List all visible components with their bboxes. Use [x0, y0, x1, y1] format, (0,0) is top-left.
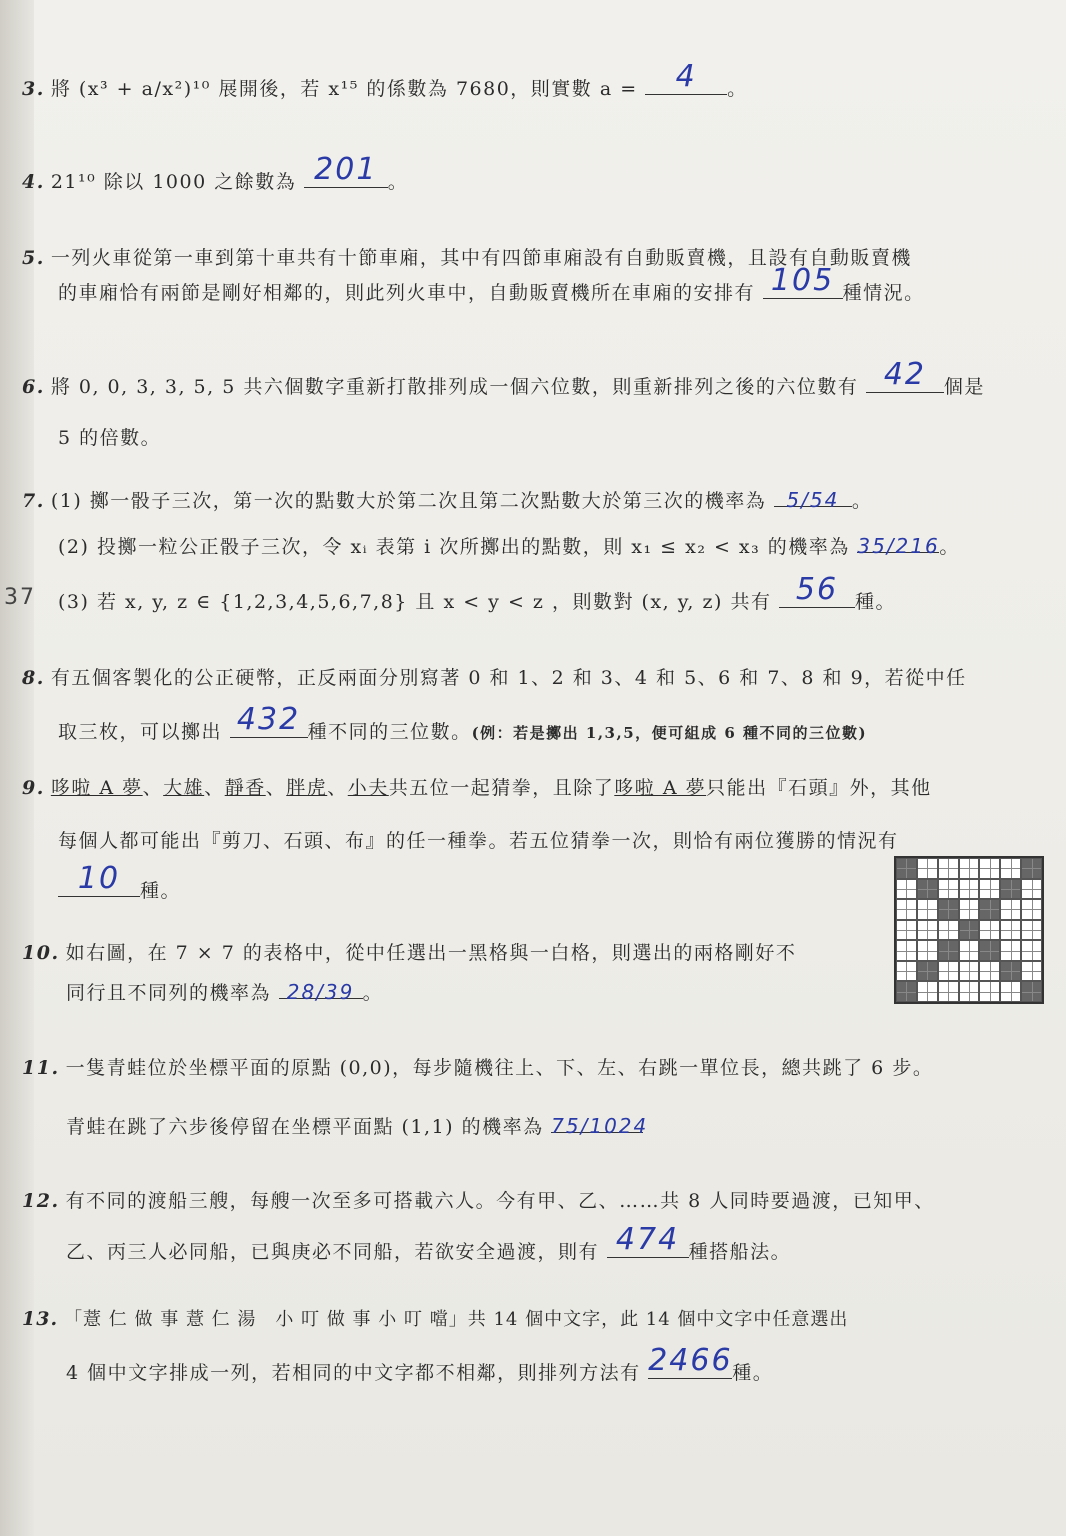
- question-13-line-2: 4 個中文字排成一列，若相同的中文字都不相鄰，則排列方法有 2466 種。: [66, 1343, 774, 1384]
- grid-cell-white: [979, 981, 1000, 1002]
- answer-blank: [607, 1222, 689, 1258]
- grid-cell-black: [917, 961, 938, 982]
- grid-cell-white: [979, 858, 1000, 879]
- grid-cell-black: [917, 879, 938, 900]
- answer-blank: [857, 530, 940, 558]
- grid-cell-white: [917, 858, 938, 879]
- handwritten-answer: 474: [615, 1222, 680, 1257]
- grid-cell-white: [959, 899, 980, 920]
- question-7-part-3: (3) 若 x, y, z ∈ {1,2,3,4,5,6,7,8} 且 x < y < z ，則數對 (x, y, z) 共有 56 種。: [58, 572, 897, 613]
- grid-cell-white: [896, 940, 917, 961]
- answer-blank: [866, 357, 944, 393]
- question-12-line-2: 乙、丙三人必同船，已與庚必不同船，若欲安全過渡，則有 474 種搭船法。: [66, 1222, 792, 1263]
- handwritten-answer: 56: [795, 572, 839, 607]
- grid-cell-white: [959, 940, 980, 961]
- grid-cell-white: [1021, 920, 1042, 941]
- grid-cell-white: [1000, 981, 1021, 1002]
- margin-handwritten-note: 37: [4, 585, 36, 610]
- answer-blank: [774, 484, 852, 512]
- grid-cell-white: [938, 961, 959, 982]
- question-11-line-2: 青蛙在跳了六步後停留在坐標平面點 (1,1) 的機率為 75/1024: [66, 1110, 643, 1140]
- answer-blank: [551, 1110, 649, 1138]
- question-3: 3. 將 (x³ + a/x²)¹⁰ 展開後，若 x¹⁵ 的係數為 7680，則實數 a = 4 。: [22, 59, 748, 100]
- handwritten-answer: 10: [77, 861, 121, 896]
- grid-cell-white: [1021, 961, 1042, 982]
- answer-blank: [763, 263, 843, 299]
- grid-cell-white: [1000, 899, 1021, 920]
- question-11: 11. 一隻青蛙位於坐標平面的原點 (0,0)，每步隨機往上、下、左、右跳一單位長，總共跳了 6 步。: [22, 1057, 934, 1079]
- answer-blank: [304, 152, 388, 188]
- question-9: 9. 哆啦 A 夢、大雄、靜香、胖虎、小夫共五位一起猜拳，且除了哆啦 A 夢只能出『石頭』外，其他: [22, 777, 932, 799]
- handwritten-answer: 75/1024: [551, 1114, 649, 1138]
- grid-cell-white: [1021, 899, 1042, 920]
- grid-cell-white: [1000, 920, 1021, 941]
- handwritten-answer: 5/54: [786, 488, 840, 512]
- grid-cell-white: [938, 879, 959, 900]
- grid-cell-white: [938, 858, 959, 879]
- question-10-line-2: 同行且不同列的機率為 28/39 。: [66, 976, 383, 1006]
- grid-cell-white: [1021, 879, 1042, 900]
- handwritten-answer: 42: [883, 357, 926, 392]
- grid-cell-white: [896, 961, 917, 982]
- question-4: 4. 21¹⁰ 除以 1000 之餘數為 201 。: [22, 152, 409, 193]
- grid-cell-white: [979, 879, 1000, 900]
- question-5-line-2: 的車廂恰有兩節是剛好相鄰的，則此列火車中，自動販賣機所在車廂的安排有 105 種情況。: [58, 263, 925, 304]
- answer-blank: [230, 702, 308, 738]
- grid-cell-white: [979, 961, 1000, 982]
- grid-cell-white: [1021, 940, 1042, 961]
- question-7-part-1: 7. (1) 擲一骰子三次，第一次的點數大於第二次且第二次點數大於第三次的機率為 5/54 。: [22, 484, 872, 514]
- question-8: 8. 有五個客製化的公正硬幣，正反兩面分別寫著 0 和 1、2 和 3、4 和 5、6 和 7、8 和 9，若從中任: [22, 667, 967, 689]
- question-5: 5. 一列火車從第一車到第十車共有十節車廂，其中有四節車廂設有自動販賣機，且設有自動販賣機: [22, 247, 912, 269]
- grid-cell-white: [917, 920, 938, 941]
- handwritten-answer: 4: [675, 59, 697, 94]
- seven-by-seven-grid-figure: [894, 856, 1044, 1004]
- grid-cell-white: [938, 981, 959, 1002]
- grid-cell-black: [896, 858, 917, 879]
- grid-cell-white: [1000, 858, 1021, 879]
- grid-cell-black: [1000, 961, 1021, 982]
- grid-cell-black: [896, 981, 917, 1002]
- question-12: 12. 有不同的渡船三艘，每艘一次至多可搭載六人。今有甲、乙、……共 8 人同時要過渡，已知甲、: [22, 1190, 935, 1212]
- grid-cell-black: [959, 920, 980, 941]
- grid-cell-white: [959, 961, 980, 982]
- grid-cell-white: [896, 899, 917, 920]
- answer-blank: [779, 572, 855, 608]
- grid-cell-black: [938, 940, 959, 961]
- grid-cell-black: [938, 899, 959, 920]
- grid-cell-white: [959, 858, 980, 879]
- grid-cell-white: [917, 899, 938, 920]
- question-10: 10. 如右圖，在 7 × 7 的表格中，從中任選出一黑格與一白格，則選出的兩格剛好不: [22, 942, 797, 964]
- grid-cell-white: [959, 879, 980, 900]
- question-8-line-2: 取三枚，可以擲出 432 種不同的三位數。(例：若是擲出 1,3,5，便可組成 6 種不同的三位數): [58, 702, 868, 743]
- grid-cell-black: [979, 899, 1000, 920]
- handwritten-answer: 28/39: [286, 980, 355, 1004]
- grid-cell-black: [1021, 981, 1042, 1002]
- grid-cell-white: [917, 940, 938, 961]
- answer-blank: [645, 59, 727, 95]
- grid-cell-white: [917, 981, 938, 1002]
- grid-cell-black: [979, 940, 1000, 961]
- question-9-line-3: 10 種。: [58, 874, 181, 904]
- grid-cell-black: [1000, 879, 1021, 900]
- question-6-line-2: 5 的倍數。: [58, 427, 162, 449]
- question-6: 6. 將 0, 0, 3, 3, 5, 5 共六個數字重新打散排列成一個六位數，則重新排列之後的六位數有 42 個是: [22, 357, 985, 398]
- answer-blank: [648, 1343, 733, 1379]
- grid-cell-white: [979, 920, 1000, 941]
- grid-cell-white: [1000, 940, 1021, 961]
- grid-cell-white: [938, 920, 959, 941]
- question-7-part-2: (2) 投擲一粒公正骰子三次，令 xᵢ 表第 i 次所擲出的點數，則 x₁ ≤ x₂ < x₃ 的機率為 35/216 。: [58, 530, 960, 560]
- handwritten-answer: 2466: [648, 1343, 733, 1378]
- handwritten-answer: 35/216: [857, 534, 940, 558]
- grid-cell-white: [959, 981, 980, 1002]
- grid-cell-black: [1021, 858, 1042, 879]
- grid-cell-white: [896, 879, 917, 900]
- question-13: 13. 「薏 仁 做 事 薏 仁 湯 小 叮 做 事 小 叮 噹」共 14 個中文字，此 14 個中文字中任意選出: [22, 1308, 849, 1330]
- answer-blank: [279, 976, 363, 1004]
- handwritten-answer: 105: [770, 263, 835, 298]
- handwritten-answer: 432: [236, 702, 301, 737]
- grid-cell-white: [896, 920, 917, 941]
- handwritten-answer: 201: [314, 152, 378, 187]
- question-9-line-2: 每個人都可能出『剪刀、石頭、布』的任一種拳。若五位猜拳一次，則恰有兩位獲勝的情況有: [58, 830, 899, 852]
